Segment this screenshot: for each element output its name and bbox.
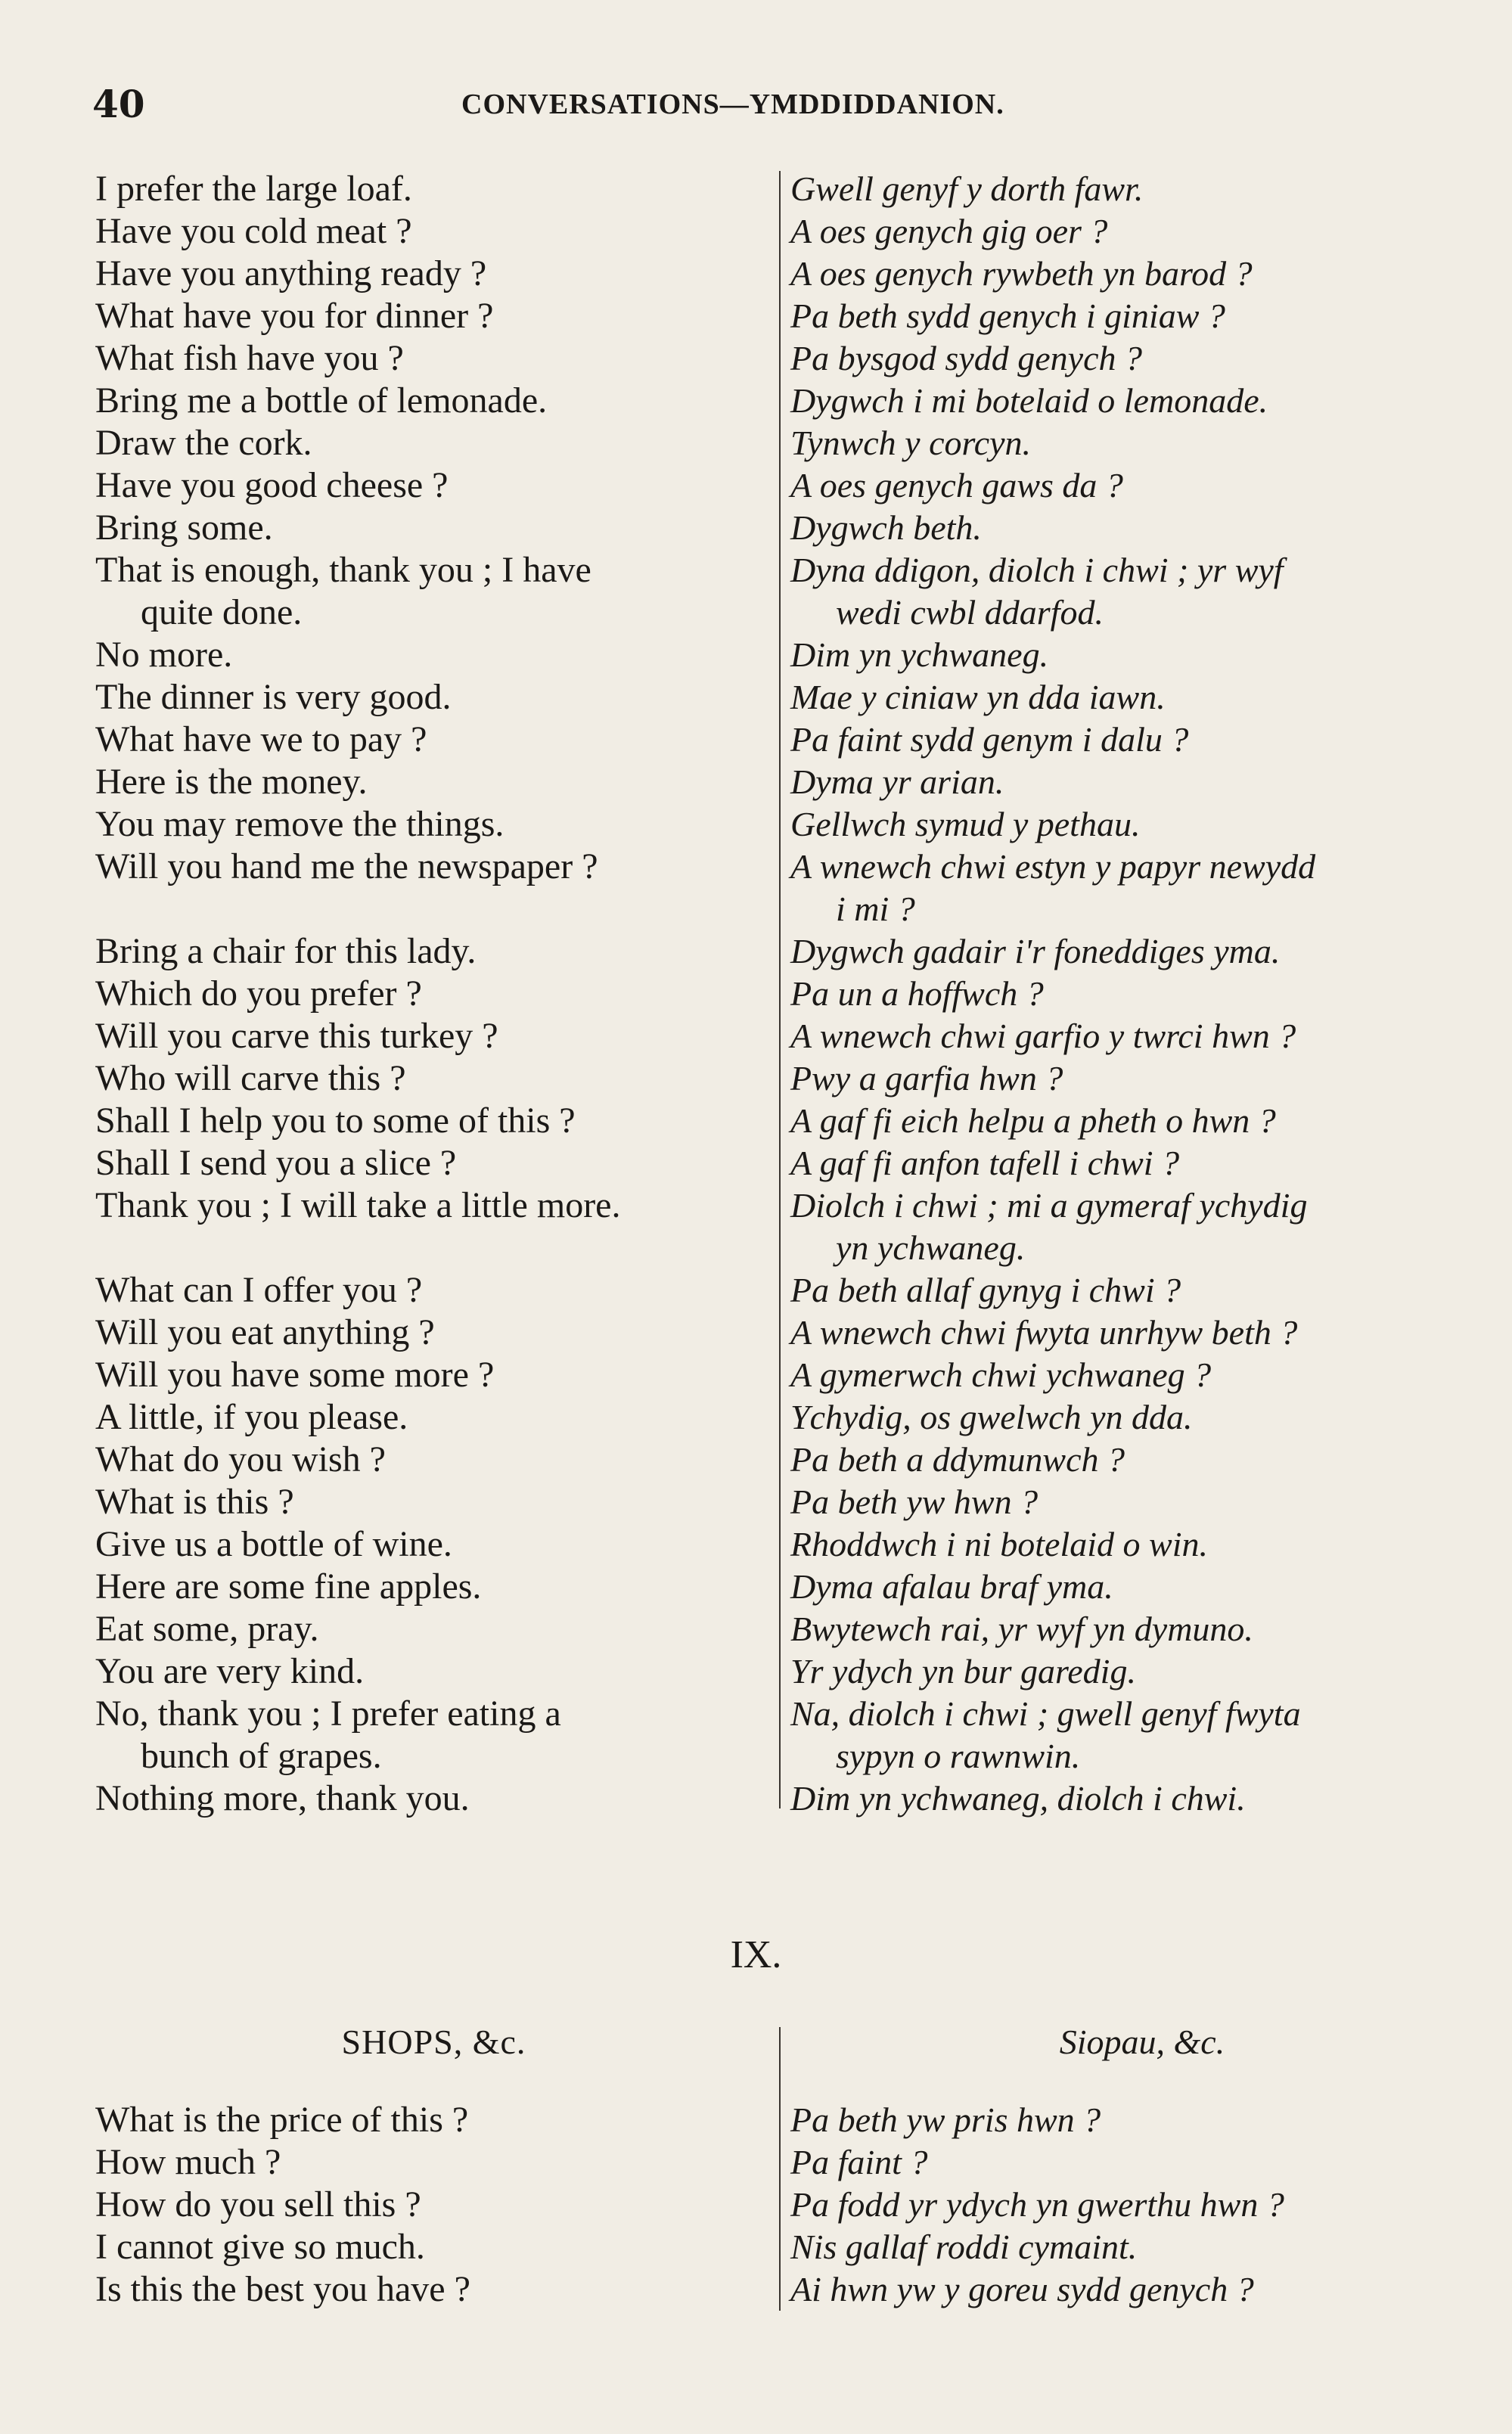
welsh-line: Pwy a garfia hwn ? [790,1059,1063,1097]
page-number: 40 [92,82,145,126]
welsh-line: Pa beth sydd genych i giniaw ? [790,296,1225,335]
welsh-line: Dyma afalau braf yma. [790,1567,1113,1606]
english-line: Here is the money. [95,762,368,802]
welsh-line: Pa faint ? [790,2143,928,2181]
welsh-line: Diolch i chwi ; mi a gymeraf ychydig [790,1186,1308,1225]
section-title-welsh: Siopau, &c. [1059,2023,1225,2061]
english-line: bunch of grapes. [141,1736,382,1776]
welsh-line: Pa fodd yr ydych yn gwerthu hwn ? [790,2185,1284,2224]
welsh-line: Gellwch symud y pethau. [790,805,1141,843]
welsh-line: sypyn o rawnwin. [836,1737,1081,1775]
english-line: How much ? [95,2142,281,2182]
welsh-line: A gaf fi eich helpu a pheth o hwn ? [790,1101,1276,1140]
english-line: Have you anything ready ? [95,253,487,293]
welsh-line: Tynwch y corcyn. [790,424,1032,462]
english-line: That is enough, thank you ; I have [95,550,591,590]
english-line: Here are some fine apples. [95,1566,482,1607]
english-line: Which do you prefer ? [95,973,422,1014]
english-line: Bring some. [95,508,273,548]
welsh-line: A wnewch chwi garfio y twrci hwn ? [790,1017,1296,1055]
english-line: Who will carve this ? [95,1058,406,1098]
english-line: What do you wish ? [95,1439,386,1479]
section-numeral: IX. [730,1933,782,1976]
english-line: Bring me a bottle of lemonade. [95,380,548,421]
english-line: Will you have some more ? [95,1355,495,1395]
english-line: No more. [95,635,233,675]
english-line: You are very kind. [95,1651,365,1691]
english-line: I prefer the large loaf. [95,169,412,209]
welsh-line: Mae y ciniaw yn dda iawn. [790,678,1166,716]
welsh-line: Pa beth allaf gynyg i chwi ? [790,1271,1181,1309]
welsh-line: Dim yn ychwaneg. [790,635,1049,674]
english-line: Have you good cheese ? [95,465,449,505]
welsh-line: A gaf fi anfon tafell i chwi ? [790,1144,1180,1182]
english-line [95,1227,772,1269]
english-line: Give us a bottle of wine. [95,1524,452,1564]
running-head: CONVERSATIONS—YMDDIDDANION. [461,88,1004,120]
welsh-line: A gymerwch chwi ychwaneg ? [790,1355,1212,1394]
welsh-line: Dygwch beth. [790,508,982,547]
english-line: Is this the best you have ? [95,2269,470,2309]
english-line: What is this ? [95,1482,294,1522]
english-line: Will you hand me the newspaper ? [95,846,598,886]
welsh-line: Nis gallaf roddi cymaint. [790,2228,1138,2266]
welsh-line: A wnewch chwi estyn y papyr newydd [790,847,1316,886]
english-line: Shall I help you to some of this ? [95,1101,576,1141]
welsh-dialogue-column [790,168,1494,1820]
page-header [0,82,1512,127]
welsh-line: Pa un a hoffwch ? [790,974,1044,1013]
section-title-english: SHOPS, &c. [341,2023,526,2061]
english-line [95,888,772,930]
english-line: Nothing more, thank you. [95,1778,470,1818]
english-line: A little, if you please. [95,1397,408,1437]
english-line: I cannot give so much. [95,2227,425,2267]
welsh-line: Dygwch i mi botelaid o lemonade. [790,381,1268,420]
english-line: Shall I send you a slice ? [95,1143,457,1183]
welsh-line: Rhoddwch i ni botelaid o win. [790,1525,1208,1563]
english-shops-column [95,2099,772,2311]
english-line: Thank you ; I will take a little more. [95,1185,621,1225]
welsh-line: Pa beth yw hwn ? [790,1482,1039,1521]
english-line: What is the price of this ? [95,2100,469,2140]
english-line: You may remove the things. [95,804,505,844]
english-dialogue-column [95,168,772,1820]
english-line: What fish have you ? [95,338,404,378]
english-line: Draw the cork. [95,423,312,463]
welsh-line: Dim yn ychwaneg, diolch i chwi. [790,1779,1246,1818]
welsh-line: Dyma yr arian. [790,762,1004,801]
welsh-line: i mi ? [836,889,915,928]
welsh-line: Ai hwn yw y goreu sydd genych ? [790,2270,1254,2308]
welsh-line: A wnewch chwi fwyta unrhyw beth ? [790,1313,1298,1352]
welsh-line: Pa beth yw pris hwn ? [790,2100,1101,2139]
english-line: Will you carve this turkey ? [95,1016,498,1056]
english-line: No, thank you ; I prefer eating a [95,1694,561,1734]
welsh-line: Na, diolch i chwi ; gwell genyf fwyta [790,1694,1301,1733]
welsh-line: Dyna ddigon, diolch i chwi ; yr wyf [790,551,1284,589]
welsh-line: A oes genych gig oer ? [790,212,1108,250]
welsh-line: A oes genych rywbeth yn barod ? [790,254,1253,293]
column-divider [779,171,781,1808]
english-line: What have we to pay ? [95,719,427,759]
welsh-line: Dygwch gadair i'r foneddiges yma. [790,932,1281,970]
english-line: Will you eat anything ? [95,1312,435,1352]
welsh-line: wedi cwbl ddarfod. [836,593,1104,632]
welsh-line: Pa faint sydd genym i dalu ? [790,720,1189,759]
english-line: Bring a chair for this lady. [95,931,477,971]
english-line: The dinner is very good. [95,677,452,717]
welsh-line: A oes genych gaws da ? [790,466,1123,504]
welsh-line: Pa beth a ddymunwch ? [790,1440,1125,1479]
english-line: What can I offer you ? [95,1270,423,1310]
english-line: How do you sell this ? [95,2184,421,2224]
welsh-shops-column [790,2099,1494,2311]
welsh-line: Bwytewch rai, yr wyf yn dymuno. [790,1610,1253,1648]
welsh-line: Pa bysgod sydd genych ? [790,339,1142,377]
english-line: Eat some, pray. [95,1609,319,1649]
english-line: What have you for dinner ? [95,296,494,336]
welsh-line: Yr ydych yn bur garedig. [790,1652,1136,1690]
welsh-line: Gwell genyf y dorth fawr. [790,169,1144,208]
welsh-line: Ychydig, os gwelwch yn dda. [790,1398,1193,1436]
english-line: Have you cold meat ? [95,211,412,251]
english-line: quite done. [141,592,303,632]
welsh-line: yn ychwaneg. [836,1228,1026,1267]
section-column-divider [779,2027,781,2311]
